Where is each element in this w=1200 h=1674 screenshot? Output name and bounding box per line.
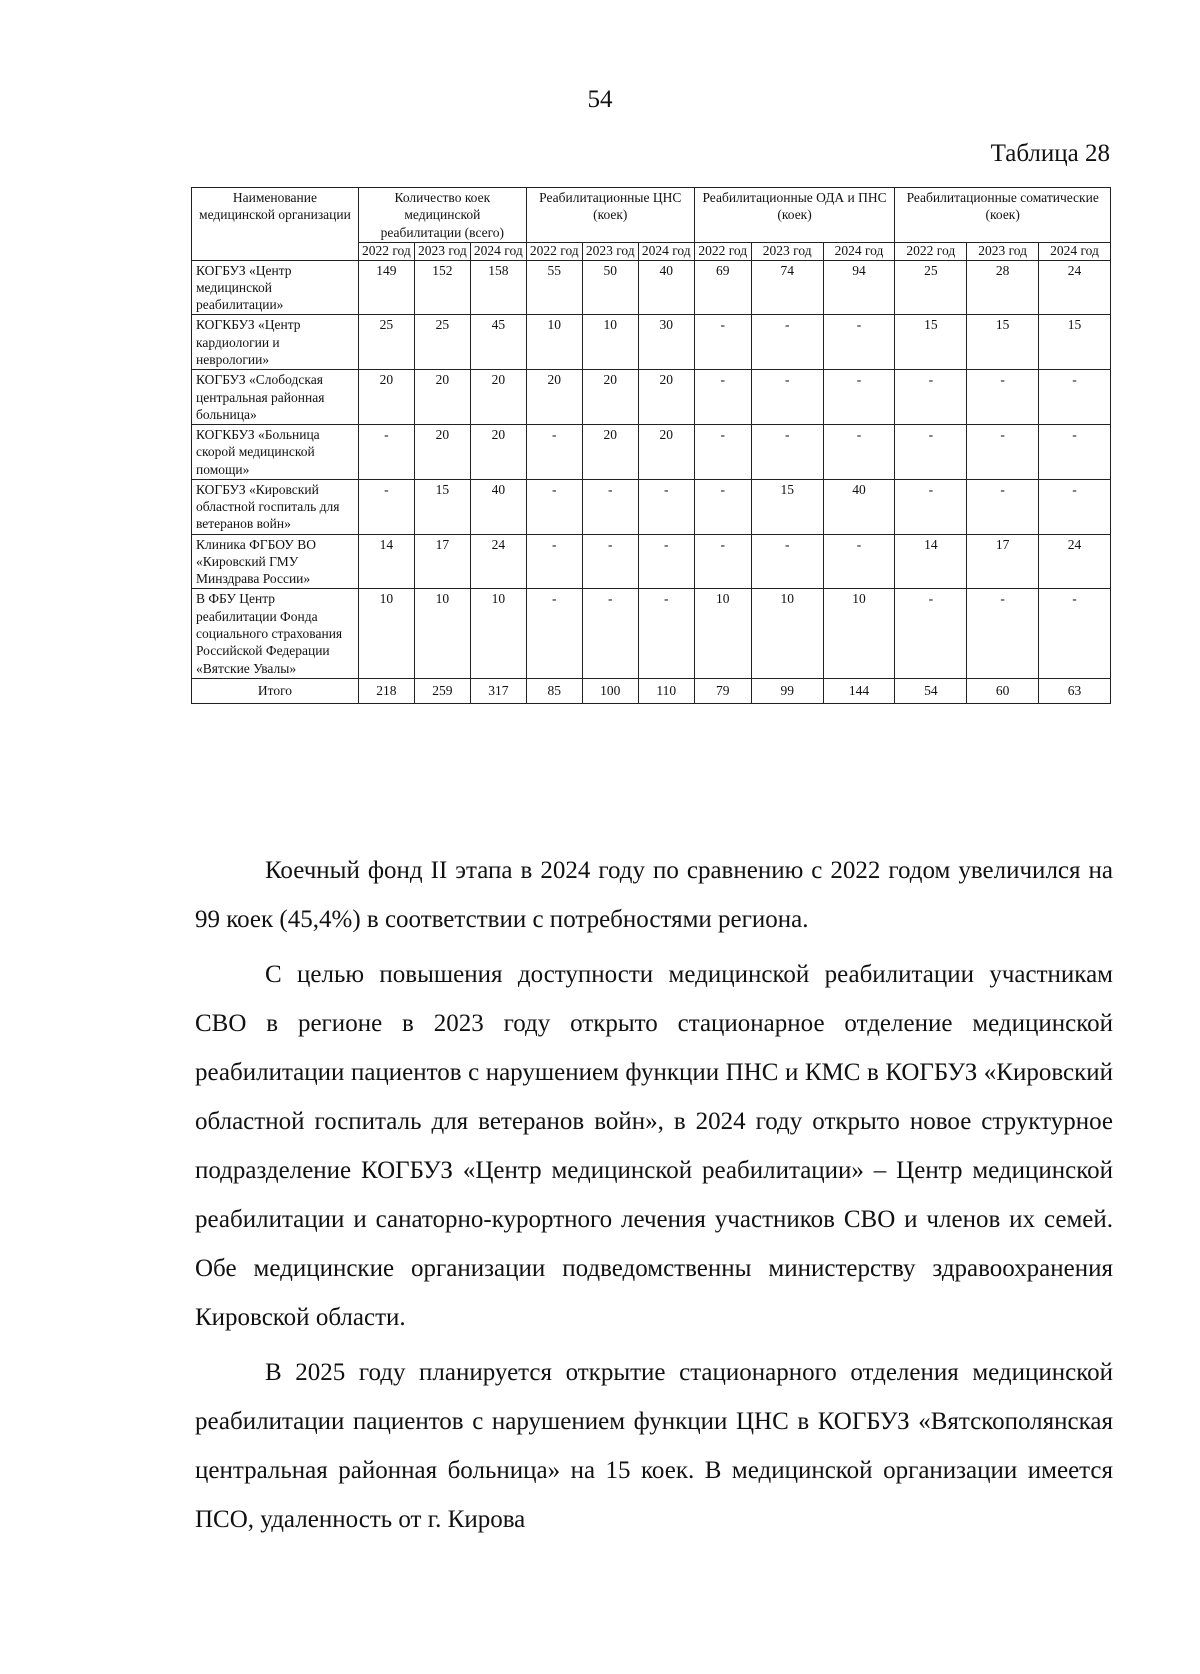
value-cell: 20: [414, 425, 470, 480]
page-number: 54: [587, 86, 613, 113]
value-cell: 158: [470, 260, 526, 315]
value-cell: -: [1039, 589, 1111, 678]
table-row: [192, 260, 1111, 315]
bed-capacity-table: [191, 187, 1111, 704]
value-cell: 20: [582, 370, 638, 425]
value-cell: -: [694, 425, 751, 480]
value-cell: -: [823, 315, 895, 370]
header-year: 2024 год: [823, 242, 895, 260]
value-cell: -: [582, 534, 638, 589]
value-cell: 24: [1039, 260, 1111, 315]
value-cell: -: [526, 589, 582, 678]
header-year: 2023 год: [582, 242, 638, 260]
value-cell: 30: [638, 315, 694, 370]
value-cell: 152: [414, 260, 470, 315]
header-group-somatic: Реабилитационные соматические (коек): [895, 188, 1111, 243]
value-cell: -: [638, 534, 694, 589]
org-name-cell: КОГКБУЗ «Центр кардиологии и неврологии»: [192, 315, 359, 370]
org-name-cell: В ФБУ Центр реабилитации Фонда социального страхования Российской Федерации «Вятские Увалы»: [192, 589, 359, 678]
value-cell: 20: [526, 370, 582, 425]
header-year: 2024 год: [470, 242, 526, 260]
value-cell: 20: [582, 425, 638, 480]
table-row: [192, 425, 1111, 480]
total-row: [192, 678, 1111, 703]
table-row: [192, 534, 1111, 589]
org-name-cell: КОГБУЗ «Центр медицинской реабилитации»: [192, 260, 359, 315]
table-label: Таблица 28: [990, 140, 1110, 167]
org-name-cell: КОГКБУЗ «Больница скорой медицинской помощи»: [192, 425, 359, 480]
value-cell: -: [358, 425, 414, 480]
value-cell: -: [526, 479, 582, 534]
value-cell: -: [751, 534, 823, 589]
value-cell: 45: [470, 315, 526, 370]
total-label: Итого: [192, 678, 359, 703]
value-cell: 10: [526, 315, 582, 370]
value-cell: 17: [414, 534, 470, 589]
total-value-cell: 100: [582, 678, 638, 703]
body-text: [195, 846, 1113, 1550]
value-cell: 20: [638, 425, 694, 480]
value-cell: 20: [414, 370, 470, 425]
total-value-cell: 218: [358, 678, 414, 703]
table-row: [192, 589, 1111, 678]
value-cell: 10: [823, 589, 895, 678]
value-cell: -: [1039, 479, 1111, 534]
value-cell: 149: [358, 260, 414, 315]
value-cell: 20: [358, 370, 414, 425]
value-cell: 25: [358, 315, 414, 370]
value-cell: 24: [470, 534, 526, 589]
value-cell: -: [582, 589, 638, 678]
value-cell: -: [967, 370, 1039, 425]
value-cell: -: [1039, 425, 1111, 480]
value-cell: 10: [470, 589, 526, 678]
value-cell: 14: [358, 534, 414, 589]
value-cell: 94: [823, 260, 895, 315]
value-cell: 25: [895, 260, 967, 315]
value-cell: -: [582, 479, 638, 534]
table-header-row: [192, 188, 1111, 243]
header-year: 2022 год: [895, 242, 967, 260]
header-org: Наименование медицинской организации: [192, 188, 359, 261]
total-value-cell: 99: [751, 678, 823, 703]
total-value-cell: 85: [526, 678, 582, 703]
value-cell: -: [694, 534, 751, 589]
table-row: [192, 370, 1111, 425]
value-cell: 20: [470, 425, 526, 480]
value-cell: 15: [1039, 315, 1111, 370]
header-year: 2022 год: [358, 242, 414, 260]
value-cell: -: [1039, 370, 1111, 425]
value-cell: 40: [823, 479, 895, 534]
value-cell: -: [526, 425, 582, 480]
value-cell: 28: [967, 260, 1039, 315]
header-group-oda-pns: Реабилитационные ОДА и ПНС (коек): [694, 188, 895, 243]
value-cell: -: [823, 425, 895, 480]
value-cell: 55: [526, 260, 582, 315]
value-cell: 17: [967, 534, 1039, 589]
value-cell: -: [967, 589, 1039, 678]
value-cell: -: [823, 370, 895, 425]
value-cell: -: [895, 370, 967, 425]
value-cell: -: [895, 479, 967, 534]
value-cell: -: [751, 370, 823, 425]
header-year: 2024 год: [638, 242, 694, 260]
value-cell: 25: [414, 315, 470, 370]
value-cell: -: [751, 315, 823, 370]
value-cell: -: [638, 589, 694, 678]
value-cell: -: [694, 315, 751, 370]
total-value-cell: 63: [1039, 678, 1111, 703]
header-year: 2023 год: [751, 242, 823, 260]
value-cell: -: [967, 479, 1039, 534]
total-value-cell: 144: [823, 678, 895, 703]
total-value-cell: 79: [694, 678, 751, 703]
value-cell: 10: [414, 589, 470, 678]
value-cell: 20: [638, 370, 694, 425]
value-cell: -: [526, 534, 582, 589]
value-cell: -: [895, 425, 967, 480]
value-cell: 10: [694, 589, 751, 678]
value-cell: 20: [470, 370, 526, 425]
value-cell: 15: [895, 315, 967, 370]
header-year: 2023 год: [414, 242, 470, 260]
header-year: 2022 год: [694, 242, 751, 260]
paragraph: В 2025 году планируется открытие стационарного отделения медицинской реабилитации пациентов с нарушением функции ЦНС в КОГБУЗ «Вятскополянская центральная районная больница» на 15 коек. В медицинской организации имеется ПСО, удаленность от г. Кирова: [195, 1359, 1113, 1533]
table-row: [192, 315, 1111, 370]
header-year: 2024 год: [1039, 242, 1111, 260]
table-body: [192, 260, 1111, 703]
value-cell: 69: [694, 260, 751, 315]
value-cell: -: [694, 479, 751, 534]
value-cell: 15: [414, 479, 470, 534]
value-cell: 74: [751, 260, 823, 315]
value-cell: 40: [638, 260, 694, 315]
value-cell: -: [751, 425, 823, 480]
total-value-cell: 60: [967, 678, 1039, 703]
org-name-cell: КОГБУЗ «Слободская центральная районная больница»: [192, 370, 359, 425]
value-cell: -: [967, 425, 1039, 480]
header-year: 2023 год: [967, 242, 1039, 260]
value-cell: 24: [1039, 534, 1111, 589]
value-cell: -: [895, 589, 967, 678]
total-value-cell: 110: [638, 678, 694, 703]
header-group-total: Количество коек медицинской реабилитации (всего): [358, 188, 526, 243]
value-cell: -: [638, 479, 694, 534]
value-cell: -: [694, 370, 751, 425]
value-cell: 10: [751, 589, 823, 678]
value-cell: 10: [358, 589, 414, 678]
org-name-cell: Клиника ФГБОУ ВО «Кировский ГМУ Минздрава России»: [192, 534, 359, 589]
total-value-cell: 259: [414, 678, 470, 703]
paragraph: С целью повышения доступности медицинской реабилитации участникам СВО в регионе в 2023 году открыто стационарное отделение медицинской реабилитации пациентов с нарушением функции ПНС и КМС в КОГБУЗ «Кировский областной госпиталь для ветеранов войн», в 2024 году открыто новое структурное подразделение КОГБУЗ «Центр медицинской реабилитации» – Центр медицинской реабилитации и санаторно-курортного лечения участников СВО и членов их семей. Обе медицинские организации подведомственны министерству здравоохранения Кировской области.: [195, 961, 1113, 1331]
total-value-cell: 54: [895, 678, 967, 703]
value-cell: -: [823, 534, 895, 589]
value-cell: 10: [582, 315, 638, 370]
value-cell: 40: [470, 479, 526, 534]
value-cell: 15: [751, 479, 823, 534]
value-cell: 50: [582, 260, 638, 315]
total-value-cell: 317: [470, 678, 526, 703]
value-cell: 14: [895, 534, 967, 589]
paragraph: Коечный фонд II этапа в 2024 году по сравнению с 2022 годом увеличился на 99 коек (45,4%) в соответствии с потребностями региона.: [195, 857, 1113, 933]
header-group-cns: Реабилитационные ЦНС (коек): [526, 188, 694, 243]
value-cell: -: [358, 479, 414, 534]
table-row: [192, 479, 1111, 534]
value-cell: 15: [967, 315, 1039, 370]
org-name-cell: КОГБУЗ «Кировский областной госпиталь для ветеранов войн»: [192, 479, 359, 534]
header-year: 2022 год: [526, 242, 582, 260]
